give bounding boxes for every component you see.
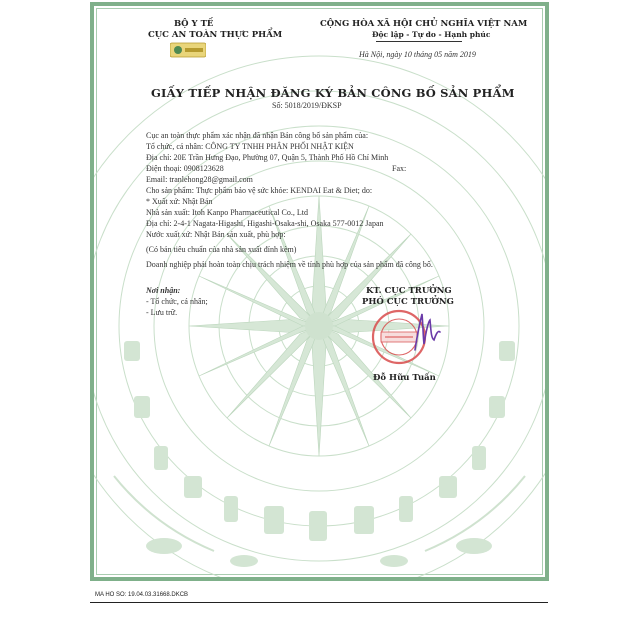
- phone-line: Điện thoại: 0908123628: [146, 164, 224, 173]
- fax-label: Fax:: [392, 164, 407, 173]
- recipients-heading: Nơi nhận:: [146, 286, 181, 295]
- intro-line: Cục an toàn thực phẩm xác nhận đã nhận Bản công bố sản phẩm của:: [146, 131, 369, 140]
- recipient-item: - Lưu trữ.: [146, 308, 178, 317]
- document-number: Số: 5018/2019/ĐKSP: [272, 101, 342, 110]
- email-line: Email: tranlehong28@gmail.com: [146, 175, 253, 184]
- document-sheet: [90, 0, 555, 608]
- origin-line: * Xuất xứ: Nhật Bản: [146, 197, 213, 206]
- document-title: GIẤY TIẾP NHẬN ĐĂNG KÝ BẢN CÔNG BỐ SẢN PHẨM: [151, 86, 515, 100]
- organization-line: Tổ chức, cá nhân: CÔNG TY TNHH PHÂN PHỐI NHẬT KIỆN: [146, 142, 354, 151]
- country-permit-line: Nước xuất xứ: Nhật Bản sản xuất, phù hợp:: [146, 230, 286, 239]
- signer-role-primary: KT. CỤC TRƯỞNG: [366, 286, 452, 296]
- responsibility-line: Doanh nghiệp phải hoàn toàn chịu trách nhiệm về tính phù hợp của sản phẩm đã công bố.: [146, 260, 433, 269]
- product-line: Cho sản phẩm: Thực phẩm bảo vệ sức khỏe: KENDAI Eat & Diet; do:: [146, 186, 373, 195]
- signer-name: Đỗ Hữu Tuấn: [373, 373, 436, 383]
- issue-date: Hà Nội, ngày 10 tháng 05 năm 2019: [359, 50, 476, 59]
- department-name: CỤC AN TOÀN THỰC PHẨM: [148, 30, 283, 40]
- footer-rule: [90, 602, 548, 603]
- recipient-item: - Tổ chức, cá nhân;: [146, 297, 208, 306]
- address-line: Địa chỉ: 20E Trần Hưng Đạo, Phường 07, Quận 5, Thành Phố Hồ Chí Minh: [146, 153, 389, 162]
- ministry-name: BỘ Y TẾ: [174, 19, 214, 29]
- dossier-code: MA HO SO: 19.04.03.31668.DKCB: [95, 592, 189, 598]
- motto-underline: [376, 41, 462, 42]
- manufacturer-address-line: Địa chỉ: 2-4-1 Nagata-Higashi, Higashi-Osaka-shi, Osaka 577-0012 Japan: [146, 219, 384, 228]
- signer-role-secondary: PHÓ CỤC TRƯỞNG: [362, 297, 454, 307]
- manufacturer-line: Nhà sản xuất: Itoh Kanpo Pharmaceutical Co., Ltd: [146, 208, 308, 217]
- standard-line: (Có bản tiêu chuẩn của nhà sản xuất đính kèm): [146, 245, 297, 254]
- country-name: CỘNG HÒA XÃ HỘI CHỦ NGHĨA VIỆT NAM: [320, 19, 528, 29]
- national-motto: Độc lập - Tự do - Hạnh phúc: [372, 30, 491, 39]
- signature-mark: [412, 310, 442, 354]
- department-logo: [170, 42, 206, 58]
- document-frame: [90, 2, 549, 581]
